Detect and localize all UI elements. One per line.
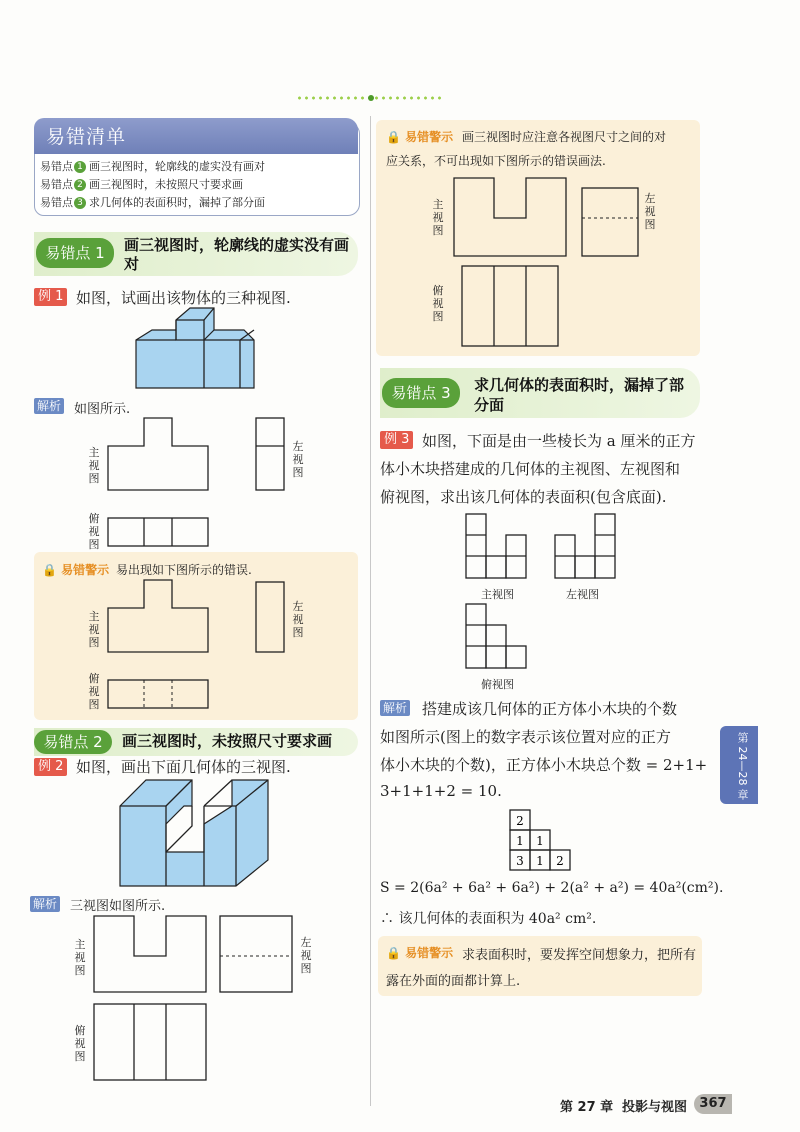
page-number: 367 <box>694 1094 732 1114</box>
section-1-badge: 易错点 1 <box>36 238 114 268</box>
analysis-3-line1: 搭建成该几何体的正方体小木块的个数 <box>422 700 678 718</box>
example-1-solid <box>136 308 256 394</box>
section-3-badge: 易错点 3 <box>382 378 460 408</box>
chapter-side-tab-label: 第 24—28 章 <box>736 732 749 800</box>
example-3-tag: 例 3 <box>380 431 413 449</box>
left-view-caption: 左视图 <box>566 588 599 601</box>
warning-1-left-view <box>256 582 284 652</box>
section-2-title: 画三视图时，未按照尺寸要求画 <box>122 732 333 750</box>
warning-3-tag: 🔒 易错警示 <box>386 946 454 960</box>
summary-item-text: 画三视图时，未按照尺寸要求画 <box>89 178 243 191</box>
analysis-3-line4: 3+1+1+2 = 10. <box>380 782 502 800</box>
front-view-caption: 主视图 <box>481 588 514 601</box>
left-view-label: 左视图 <box>292 440 304 479</box>
analysis-1-front-view <box>108 418 208 490</box>
front-view-label: 主视图 <box>74 938 86 977</box>
summary-item-label: 易错点 <box>40 196 73 209</box>
analysis-1-text: 如图所示. <box>74 402 131 417</box>
example-3-front-view <box>466 514 528 578</box>
footer-title: 投影与视图 <box>622 1100 688 1115</box>
top-view-label: 俯视图 <box>432 284 444 323</box>
example-1-tag: 例 1 <box>34 288 67 306</box>
warning-2-tag-text: 易错警示 <box>405 130 454 144</box>
analysis-3-line2: 如图所示(图上的数字表示该位置对应的正方 <box>380 728 671 746</box>
warning-2-top-view <box>462 266 558 346</box>
analysis-2-tag: 解析 <box>30 896 60 912</box>
warning-3-line2: 露在外面的面都计算上. <box>386 974 521 989</box>
top-decoration-dot <box>368 95 374 101</box>
summary-item <box>40 158 265 174</box>
analysis-3-line3: 体小木块的个数)，正方体小木块总个数 = 2+1+ <box>380 756 708 774</box>
top-view-caption: 俯视图 <box>481 678 514 691</box>
top-view-label: 俯视图 <box>88 672 100 711</box>
section-1-title: 画三视图时，轮廓线的虚实没有画对 <box>124 236 350 273</box>
summary-item-text: 求几何体的表面积时，漏掉了部分面 <box>89 196 265 209</box>
analysis-1-left-view <box>256 418 284 490</box>
summary-title: 易错清单 <box>46 126 127 148</box>
summary-item-label: 易错点 <box>40 160 73 173</box>
footer-chapter: 第 27 章 <box>560 1100 614 1115</box>
number-grid <box>510 810 574 872</box>
summary-item-text: 画三视图时，轮廓线的虚实没有画对 <box>89 160 265 173</box>
left-view-label: 左视图 <box>300 936 312 975</box>
warning-3-line1: 求表面积时，要发挥空间想象力，把所有 <box>462 948 697 963</box>
section-2-badge: 易错点 2 <box>34 730 112 754</box>
example-3-line3: 俯视图，求出该几何体的表面积(包含底面). <box>380 488 667 506</box>
summary-item <box>40 194 265 210</box>
example-2-text: 如图，画出下面几何体的三视图. <box>76 758 291 776</box>
analysis-2-front-view <box>94 916 206 992</box>
left-view-label: 左视图 <box>292 600 304 639</box>
grid-number: 1 <box>536 834 544 848</box>
analysis-3-tag: 解析 <box>380 700 410 716</box>
analysis-1-tag: 解析 <box>34 398 64 414</box>
section-3-title-line1: 求几何体的表面积时，漏掉了部 <box>474 376 685 394</box>
top-view-label: 俯视图 <box>88 512 100 551</box>
warning-2-tag: 🔒 易错警示 <box>386 130 454 144</box>
grid-number: 2 <box>556 854 564 868</box>
warning-2-left-view <box>582 188 638 256</box>
warning-1-tag-text: 易错警示 <box>61 563 110 577</box>
example-3-top-view <box>466 604 528 668</box>
summary-item-number: 1 <box>74 161 86 173</box>
analysis-2-text: 三视图如图所示. <box>70 899 166 914</box>
column-divider <box>370 116 371 1106</box>
grid-number: 2 <box>516 814 524 828</box>
warning-2-front-view <box>454 178 566 256</box>
grid-number: 1 <box>516 834 524 848</box>
warning-3-tag-text: 易错警示 <box>405 946 454 960</box>
analysis-3-conclusion: ∴ 该几何体的表面积为 40a² cm². <box>380 911 597 927</box>
example-3-line2: 体小木块搭建成的几何体的主视图、左视图和 <box>380 460 681 478</box>
front-view-label: 主视图 <box>88 446 100 485</box>
analysis-2-left-view <box>220 916 292 992</box>
summary-item <box>40 176 243 192</box>
front-view-label: 主视图 <box>88 610 100 649</box>
example-3-left-view <box>555 514 617 578</box>
warning-1-tag: 🔒 易错警示 <box>42 563 110 577</box>
warning-1-top-view <box>108 680 208 708</box>
example-1-text: 如图，试画出该物体的三种视图. <box>76 289 291 307</box>
analysis-3-formula: S = 2(6a² + 6a² + 6a²) + 2(a² + a²) = 40a²(cm²). <box>380 880 724 896</box>
summary-item-label: 易错点 <box>40 178 73 191</box>
grid-number: 1 <box>536 854 544 868</box>
warning-2-line1: 画三视图时应注意各视图尺寸之间的对 <box>462 130 667 144</box>
warning-2-line2: 应关系，不可出现如下图所示的错误画法. <box>386 154 606 168</box>
grid-number: 3 <box>516 854 524 868</box>
analysis-1-top-view <box>108 518 208 546</box>
warning-1-front-view <box>108 580 208 652</box>
summary-item-number: 3 <box>74 197 86 209</box>
left-view-label: 左视图 <box>644 192 656 231</box>
example-3-line1: 如图，下面是由一些棱长为 a 厘米的正方 <box>422 432 696 450</box>
warning-1-text: 易出现如下图所示的错误. <box>116 563 252 577</box>
section-3-title-line2: 分面 <box>474 396 505 414</box>
analysis-2-top-view <box>94 1004 206 1080</box>
summary-item-number: 2 <box>74 179 86 191</box>
top-view-label: 俯视图 <box>74 1024 86 1063</box>
example-2-solid <box>120 780 270 886</box>
front-view-label: 主视图 <box>432 198 444 237</box>
example-2-tag: 例 2 <box>34 758 67 776</box>
